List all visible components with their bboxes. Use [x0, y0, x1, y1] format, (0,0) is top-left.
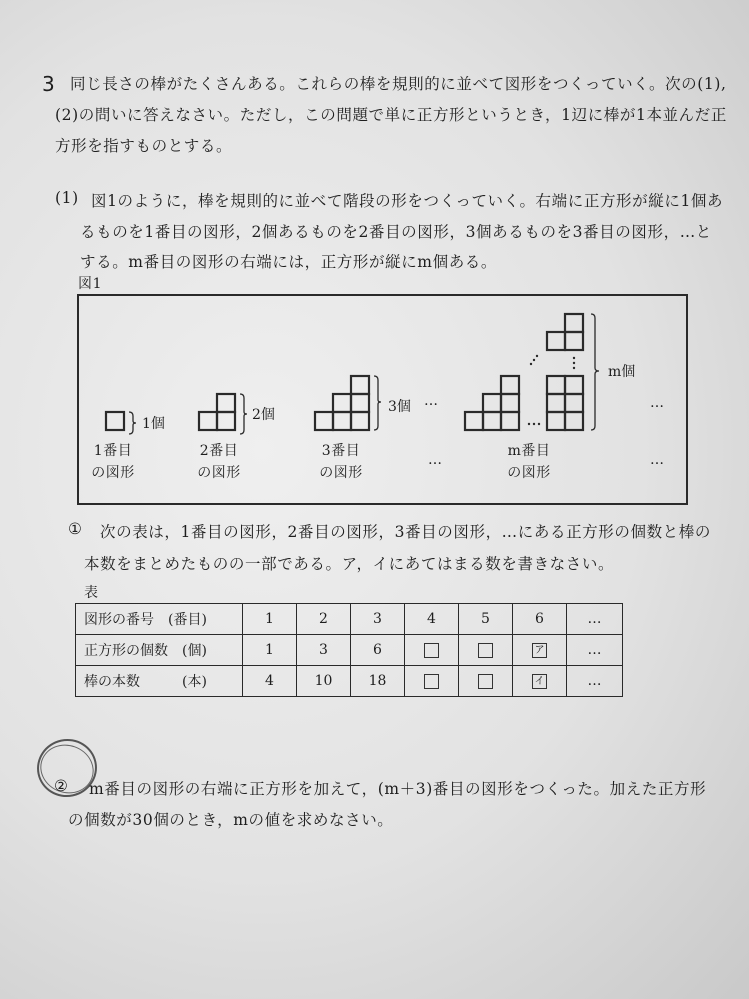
intro-line-1: 同じ長さの棒がたくさんある。これらの棒を規則的に並べて図形をつくっていく。次の(1), [70, 75, 727, 93]
q2-line-2: の個数が30個のとき，mの値を求めなさい。 [68, 811, 394, 829]
table-cell: 5 [459, 604, 513, 635]
count-label-3: 3個 [388, 399, 411, 415]
table-cell: … [567, 604, 623, 635]
table-cell: 10 [297, 666, 351, 697]
count-label-1: 1個 [142, 416, 165, 432]
ellipsis-2: … [650, 395, 664, 411]
figure-label: 図1 [78, 276, 103, 292]
blank-box [424, 643, 439, 658]
table-cell [405, 635, 459, 666]
table-cell [405, 666, 459, 697]
table-cell: 2 [297, 604, 351, 635]
blank-box [478, 674, 493, 689]
table-cell [459, 666, 513, 697]
part1-line-2: るものを1番目の図形，2個あるものを2番目の図形，3個あるものを3番目の図形，…と [80, 223, 712, 241]
caption-fig1: 1番目 の図形 [91, 443, 135, 481]
table-cell: 3 [297, 635, 351, 666]
part1-label: (1) [55, 189, 79, 207]
table-cell: 4 [243, 666, 297, 697]
table-label: 表 [84, 585, 98, 601]
row-header: 棒の本数 (本) [76, 666, 243, 697]
q2-label: ② [54, 777, 69, 795]
staircase-figures [77, 294, 686, 503]
ellipsis-4: … [650, 452, 664, 468]
table-cell: … [567, 666, 623, 697]
caption-fig2: 2番目 の図形 [197, 443, 241, 481]
q1-line-1: 次の表は，1番目の図形，2番目の図形，3番目の図形，…にある正方形の個数と棒の [100, 523, 711, 541]
count-label-2: 2個 [252, 407, 275, 423]
count-label-m: m個 [608, 364, 636, 380]
table-cell: 3 [351, 604, 405, 635]
table-cell [513, 635, 567, 666]
row-header: 正方形の個数 (個) [76, 635, 243, 666]
caption-fig3: 3番目 の図形 [319, 443, 363, 481]
answer-box-i: イ [532, 674, 547, 689]
table-cell: … [567, 635, 623, 666]
part1-line-1: 図1のように，棒を規則的に並べて階段の形をつくっていく。右端に正方形が縦に1個あ [91, 192, 724, 210]
ellipsis-1: … [424, 393, 438, 409]
intro-line-3: 方形を指すものとする。 [55, 137, 233, 155]
table-cell: 1 [243, 604, 297, 635]
blank-box [424, 674, 439, 689]
ellipsis-3: … [428, 452, 442, 468]
part1-line-3: する。m番目の図形の右端には，正方形が縦にm個ある。 [80, 253, 497, 271]
table-cell: 6 [351, 635, 405, 666]
q1-line-2: 本数をまとめたものの一部である。ア，イにあてはまる数を書きなさい。 [84, 555, 615, 573]
table-cell: 4 [405, 604, 459, 635]
blank-box [478, 643, 493, 658]
table-row [76, 635, 623, 666]
table-cell: 18 [351, 666, 405, 697]
intro-line-2: (2)の問いに答えなさい。ただし，この問題で単に正方形というとき，1辺に棒が1本並んだ正 [55, 106, 727, 124]
table-cell: 1 [243, 635, 297, 666]
answer-box-a: ア [532, 643, 547, 658]
table-row [76, 604, 623, 635]
q1-label: ① [68, 520, 83, 538]
table-cell: 6 [513, 604, 567, 635]
caption-figm: m番目 の図形 [507, 443, 551, 481]
q2-line-1: m番目の図形の右端に正方形を加えて，(m＋3)番目の図形をつくった。加えた正方形 [89, 780, 707, 798]
data-table [75, 603, 623, 697]
table-row [76, 666, 623, 697]
table-cell [459, 635, 513, 666]
row-header: 図形の番号 (番目) [76, 604, 243, 635]
table-cell [513, 666, 567, 697]
problem-number: 3 [42, 72, 55, 96]
